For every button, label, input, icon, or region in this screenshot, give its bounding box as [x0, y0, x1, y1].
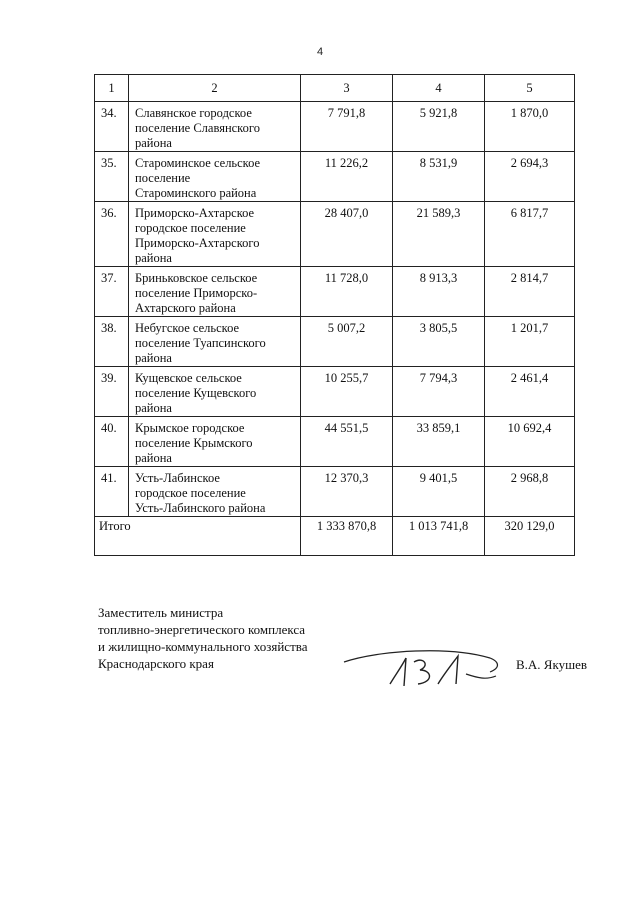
table-row — [95, 417, 575, 467]
settlement-name-line: Приморско-Ахтарское — [135, 206, 255, 220]
value-col4: 8 531,9 — [393, 152, 485, 202]
value-col5: 1 870,0 — [485, 102, 575, 152]
value-col4: 21 589,3 — [393, 202, 485, 267]
column-header: 1 — [95, 75, 129, 102]
value-col5: 2 694,3 — [485, 152, 575, 202]
value-col3: 12 370,3 — [301, 467, 393, 517]
column-header: 4 — [393, 75, 485, 102]
table-row — [95, 467, 575, 517]
settlement-name-line: Усть-Лабинского района — [135, 501, 266, 515]
total-value: 1 013 741,8 — [393, 517, 485, 556]
settlement-name-line: района — [135, 451, 172, 465]
signature-title-line: Краснодарского края — [98, 656, 214, 671]
settlement-name-line: городское поселение — [135, 221, 246, 235]
table-row — [95, 152, 575, 202]
settlement-name — [129, 367, 301, 417]
value-col3: 11 728,0 — [301, 267, 393, 317]
settlement-name-line: городское поселение — [135, 486, 246, 500]
settlement-name-line: Бриньковское сельское — [135, 271, 258, 285]
signature-title — [98, 604, 308, 672]
table-row — [95, 267, 575, 317]
column-header: 2 — [129, 75, 301, 102]
row-number: 39. — [95, 367, 129, 417]
settlement-name — [129, 467, 301, 517]
value-col5: 2 461,4 — [485, 367, 575, 417]
settlement-name — [129, 102, 301, 152]
settlement-name-line: Староминское сельское — [135, 156, 261, 170]
value-col4: 5 921,8 — [393, 102, 485, 152]
total-row — [95, 517, 575, 556]
settlement-name — [129, 267, 301, 317]
value-col3: 28 407,0 — [301, 202, 393, 267]
settlement-name-line: района — [135, 136, 172, 150]
settlement-name-line: Крымское городское — [135, 421, 245, 435]
settlement-name-line: поселение Кущевского — [135, 386, 257, 400]
settlement-name — [129, 417, 301, 467]
signature-title-line: Заместитель министра — [98, 605, 224, 620]
value-col4: 8 913,3 — [393, 267, 485, 317]
settlement-name — [129, 317, 301, 367]
settlement-name-line: поселение Туапсинского — [135, 336, 266, 350]
column-header: 3 — [301, 75, 393, 102]
value-col4: 7 794,3 — [393, 367, 485, 417]
value-col5: 10 692,4 — [485, 417, 575, 467]
settlement-name-line: района — [135, 351, 172, 365]
settlement-name-line: района — [135, 251, 172, 265]
table-row — [95, 202, 575, 267]
column-header: 5 — [485, 75, 575, 102]
row-number: 37. — [95, 267, 129, 317]
settlement-name — [129, 152, 301, 202]
settlement-name-line: поселение — [135, 171, 191, 185]
total-value: 320 129,0 — [485, 517, 575, 556]
settlement-name-line: Кущевское сельское — [135, 371, 242, 385]
settlement-name-line: поселение Приморско- — [135, 286, 258, 300]
value-col5: 2 814,7 — [485, 267, 575, 317]
value-col3: 7 791,8 — [301, 102, 393, 152]
signer-name: В.А. Якушев — [516, 657, 588, 672]
settlement-name-line: Небугское сельское — [135, 321, 240, 335]
signature-title-line: и жилищно-коммунального хозяйства — [98, 639, 308, 654]
value-col3: 5 007,2 — [301, 317, 393, 367]
value-col4: 3 805,5 — [393, 317, 485, 367]
settlement-name-line: Староминского района — [135, 186, 257, 200]
row-number: 34. — [95, 102, 129, 152]
value-col5: 2 968,8 — [485, 467, 575, 517]
total-value: 1 333 870,8 — [301, 517, 393, 556]
handwritten-signature — [340, 644, 510, 690]
signature-title-line: топливно-энергетического комплекса — [98, 622, 306, 637]
value-col4: 33 859,1 — [393, 417, 485, 467]
settlement-name-line: поселение Крымского — [135, 436, 253, 450]
settlement-name-line: Ахтарского района — [135, 301, 236, 315]
row-number: 41. — [95, 467, 129, 517]
settlement-name-line: Приморско-Ахтарского — [135, 236, 260, 250]
value-col4: 9 401,5 — [393, 467, 485, 517]
settlement-name-line: поселение Славянского — [135, 121, 260, 135]
value-col3: 10 255,7 — [301, 367, 393, 417]
settlement-name-line: района — [135, 401, 172, 415]
row-number: 36. — [95, 202, 129, 267]
value-col3: 44 551,5 — [301, 417, 393, 467]
page-number: 4 — [316, 46, 324, 58]
table-row — [95, 317, 575, 367]
value-col5: 6 817,7 — [485, 202, 575, 267]
settlement-name — [129, 202, 301, 267]
row-number: 38. — [95, 317, 129, 367]
row-number: 40. — [95, 417, 129, 467]
value-col5: 1 201,7 — [485, 317, 575, 367]
settlement-name-line: Славянское городское — [135, 106, 252, 120]
table-row — [95, 367, 575, 417]
value-col3: 11 226,2 — [301, 152, 393, 202]
row-number: 35. — [95, 152, 129, 202]
table-row — [95, 102, 575, 152]
settlement-name-line: Усть-Лабинское — [135, 471, 220, 485]
table-header-row — [95, 75, 575, 102]
total-label: Итого — [95, 517, 301, 556]
data-table — [94, 74, 575, 556]
